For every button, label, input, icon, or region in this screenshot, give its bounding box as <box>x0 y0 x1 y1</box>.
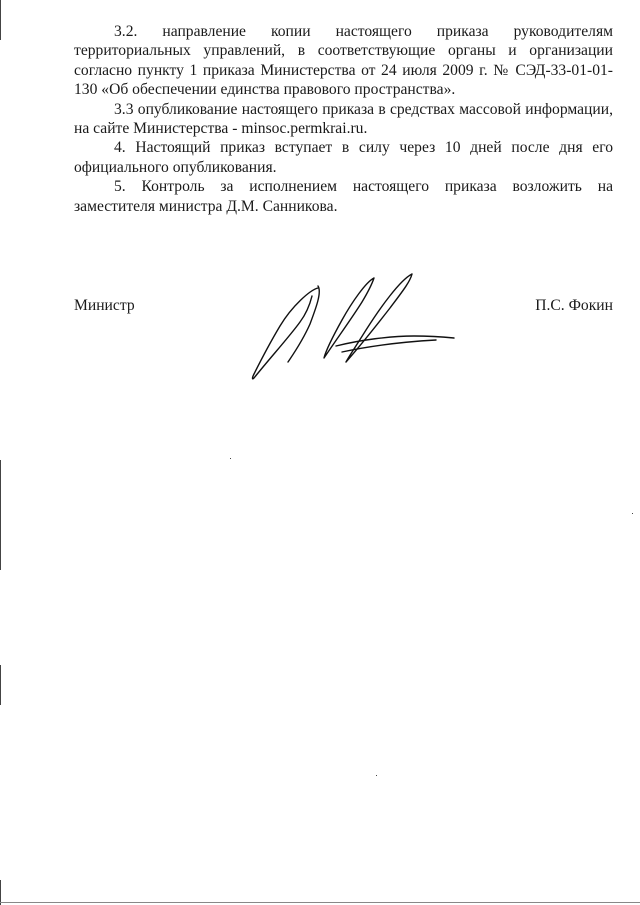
paragraph-5: 5. Контроль за исполнением настоящего приказа возложить на заместителя министра Д.М. Санникова. <box>74 178 613 215</box>
signatory-title: Министр <box>74 297 135 314</box>
paragraph-3-2: 3.2. направление копии настоящего приказа руководителям территориальных управлений, в соответствующие органы и организации согласно пункту 1 приказа Министерства от 24 июля 2009 г. № СЭД-33-01-01-130 «Об обеспечении единства правового пространства». <box>74 23 613 99</box>
handwritten-signature-icon <box>240 266 470 386</box>
scan-artifact <box>230 458 231 459</box>
scan-artifact <box>0 665 1 705</box>
page-bottom-edge <box>0 902 640 903</box>
scan-artifact <box>0 0 1 40</box>
signatory-name: П.С. Фокин <box>535 297 613 314</box>
scan-artifact <box>632 513 633 514</box>
document-body <box>74 22 613 216</box>
paragraph-4: 4. Настоящий приказ вступает в силу через 10 дней после дня его официального опубликования. <box>74 139 613 176</box>
scan-artifact <box>376 775 377 776</box>
paragraph-3-3: 3.3 опубликование настоящего приказа в средствах массовой информации, на сайте Министерства - minsoc.permkrai.ru. <box>74 100 613 138</box>
scan-artifact <box>0 460 1 570</box>
